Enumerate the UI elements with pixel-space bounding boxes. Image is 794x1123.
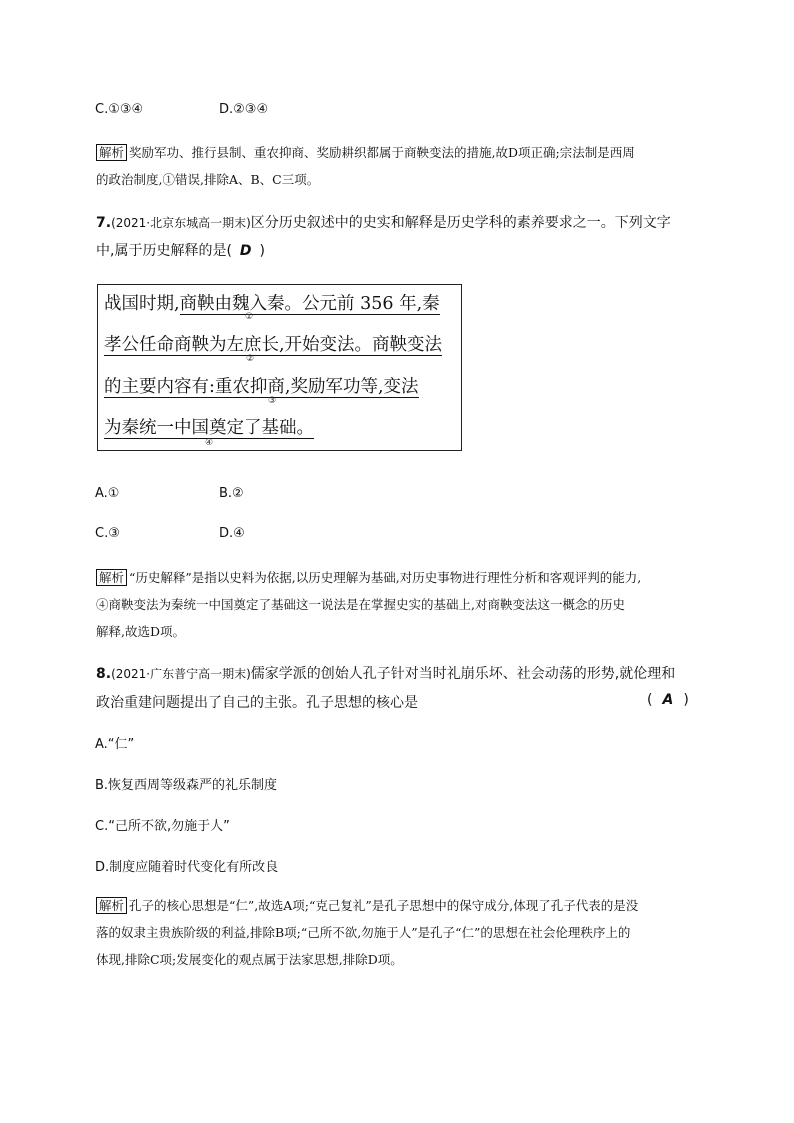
passage-underline-3a: 商鞅变法 [372, 335, 443, 355]
q7-stem-part1: 区分历史叙述中的史实和解释是历史学科的素养要求之一。下列文字 [250, 215, 671, 231]
q8-answer-close: ) [683, 692, 689, 708]
passage-line2 [104, 331, 442, 356]
q7-option-b: B.② [219, 486, 244, 501]
mark-3: ③ [268, 396, 277, 406]
q6-option-c: C.①③④ [95, 102, 144, 117]
passage-underline-2b: 孝公任命商鞅为左庶长,开始变法。 [104, 335, 373, 355]
analysis-tag: 解析 [96, 897, 127, 914]
q6-analysis-line1: 奖励军功、推行县制、重农抑商、奖励耕织都属于商鞅变法的措施,故D项正确;宗法制是西周 [129, 145, 635, 160]
q7-option-d: D.④ [219, 526, 245, 541]
q8-option-d: D.制度应随着时代变化有所改良 [95, 860, 279, 875]
passage-underline-2a: 公元前 356 年,秦 [302, 294, 440, 314]
q7-analysis-line1: “历史解释”是指以史料为依据,以历史理解为基础,对历史事物进行理性分析和客观评判的能力, [129, 570, 642, 585]
q7-option-c: C.③ [95, 526, 120, 541]
q7-analysis [96, 568, 641, 586]
analysis-tag: 解析 [96, 144, 127, 161]
passage-line3 [104, 373, 419, 398]
q7-number: 7. [96, 215, 112, 231]
q8-source: (2021·广东普宁高一期末) [111, 667, 251, 681]
q8-option-b: B.恢复西周等级森严的礼乐制度 [95, 778, 278, 793]
q8-stem [96, 663, 675, 683]
mark-4: ④ [205, 438, 214, 448]
passage-line1 [104, 290, 440, 315]
q6-option-d: D.②③④ [219, 102, 269, 117]
passage-text: 战国时期, [104, 294, 180, 314]
passage-underline-1: 商鞅由魏入秦。 [179, 294, 303, 314]
q7-answer: D [239, 243, 252, 259]
q6-analysis [96, 143, 635, 161]
passage-underline-3b: 的主要内容有:重农抑商,奖励军功等, [104, 377, 384, 397]
q7-stem [96, 212, 671, 232]
q7-option-a: A.① [95, 486, 120, 501]
q8-answer-bracket [647, 692, 689, 708]
q8-analysis [96, 896, 638, 914]
mark-2: ② [246, 354, 255, 364]
q7-analysis-line2: ④商鞅变法为秦统一中国奠定了基础这一说法是在掌握史实的基础上,对商鞅变法这一概念的历史 [96, 597, 625, 612]
passage-underline-4a: 变法 [383, 377, 419, 397]
q8-stem-line2: 政治重建问题提出了自己的主张。孔子思想的核心是 [96, 695, 418, 711]
q8-option-a: A.“仁” [95, 737, 135, 752]
q8-option-c: C.“己所不欲,勿施于人” [95, 819, 230, 834]
q7-stem-line2 [96, 240, 265, 260]
passage-underline-4b: 为秦统一中国奠定了基础。 [104, 418, 314, 438]
q7-stem-text: 中,属于历史解释的是( [96, 243, 232, 259]
q8-number: 8. [96, 666, 112, 682]
q8-answer-open: ( [647, 692, 653, 708]
q8-analysis-line1: 孔子的核心思想是“仁”,故选A项;“克己复礼”是孔子思想中的保守成分,体现了孔子代表的是没 [129, 898, 639, 913]
analysis-tag: 解析 [96, 569, 127, 586]
q7-source: (2021·北京东城高一期末) [111, 216, 251, 230]
q8-analysis-line3: 体现,排除C项;发展变化的观点属于法家思想,排除D项。 [96, 952, 403, 967]
q7-analysis-line3: 解释,故选D项。 [96, 624, 185, 639]
q8-analysis-line2: 落的奴隶主贵族阶级的利益,排除B项;“己所不欲,勿施于人”是孔子“仁”的思想在社会伦理秩序上的 [96, 925, 631, 940]
passage-line4 [104, 414, 314, 439]
q8-answer: A [662, 692, 674, 708]
q7-stem-close: ) [259, 243, 266, 259]
mark-1: ① [245, 312, 254, 322]
q6-analysis-line2: 的政治制度,①错误,排除A、B、C三项。 [96, 172, 320, 187]
q8-stem-part1: 儒家学派的创始人孔子针对当时礼崩乐坏、社会动荡的形势,就伦理和 [250, 666, 676, 682]
